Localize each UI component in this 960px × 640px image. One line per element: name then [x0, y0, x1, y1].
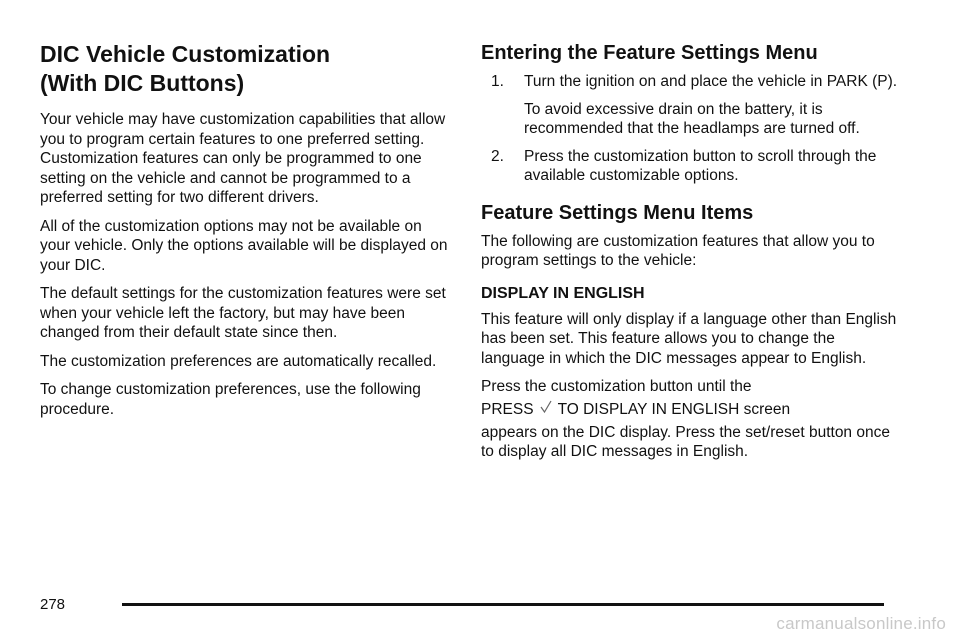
- section-heading-menu-items: Feature Settings Menu Items: [481, 201, 754, 224]
- defaults-paragraph: The default settings for the customization features were set when your vehicle left the factory, but may have been changed from their default state since then.: [40, 285, 446, 341]
- step-text: Turn the ignition on and place the vehicle in PARK (P).: [524, 73, 898, 90]
- step-number: 1.: [491, 73, 504, 90]
- display-in-english-description: This feature will only display if a language other than English has been set. This feature allows you to change the language in which the DIC messages appear to English.: [481, 310, 897, 367]
- footer-rule: [122, 603, 884, 606]
- display-in-english-screen-label: TO DISPLAY IN ENGLISH screen: [557, 400, 791, 418]
- step-item: [481, 72, 901, 92]
- options-paragraph: All of the customization options may not be available on your vehicle. Only the options available will be displayed on your DIC.: [40, 217, 448, 274]
- step-note: To avoid excessive drain on the battery, it is recommended that the headlamps are turned off.: [524, 100, 860, 137]
- left-column: [40, 40, 455, 428]
- right-column: [481, 40, 901, 471]
- recall-paragraph: The customization preferences are automatically recalled.: [40, 352, 437, 370]
- page-title: [40, 40, 455, 98]
- page-title-line1: DIC Vehicle Customization: [40, 41, 331, 67]
- step-number: 2.: [491, 147, 504, 165]
- press-instruction-line1: Press the customization button until the: [481, 378, 752, 395]
- menu-items-intro: The following are customization features that allow you to program settings to the vehicle:: [481, 232, 875, 269]
- page-number: 278: [40, 596, 66, 613]
- press-instruction-end: appears on the DIC display. Press the set/reset button once to display all DIC messages in English.: [481, 423, 890, 460]
- procedure-paragraph: To change customization preferences, use the following procedure.: [40, 381, 421, 418]
- press-label: PRESS: [481, 400, 534, 418]
- press-instruction-line2: [481, 399, 901, 421]
- page-title-line2: (With DIC Buttons): [40, 70, 245, 96]
- intro-paragraph: Your vehicle may have customization capabilities that allow you to program certain features to one preferred setting. Customization features can only be programmed to one setting on the vehicle and cannot be programmed to a preferred setting for two different drivers.: [40, 111, 446, 206]
- section-heading-entering-menu: Entering the Feature Settings Menu: [481, 42, 818, 64]
- watermark: carmanualsonline.info: [776, 614, 946, 633]
- checkmark-icon: [540, 399, 552, 421]
- subheading-display-in-english: DISPLAY IN ENGLISH: [481, 284, 645, 302]
- step-item: [481, 147, 901, 186]
- step-text: Press the customization button to scroll through the available customizable options.: [524, 147, 877, 184]
